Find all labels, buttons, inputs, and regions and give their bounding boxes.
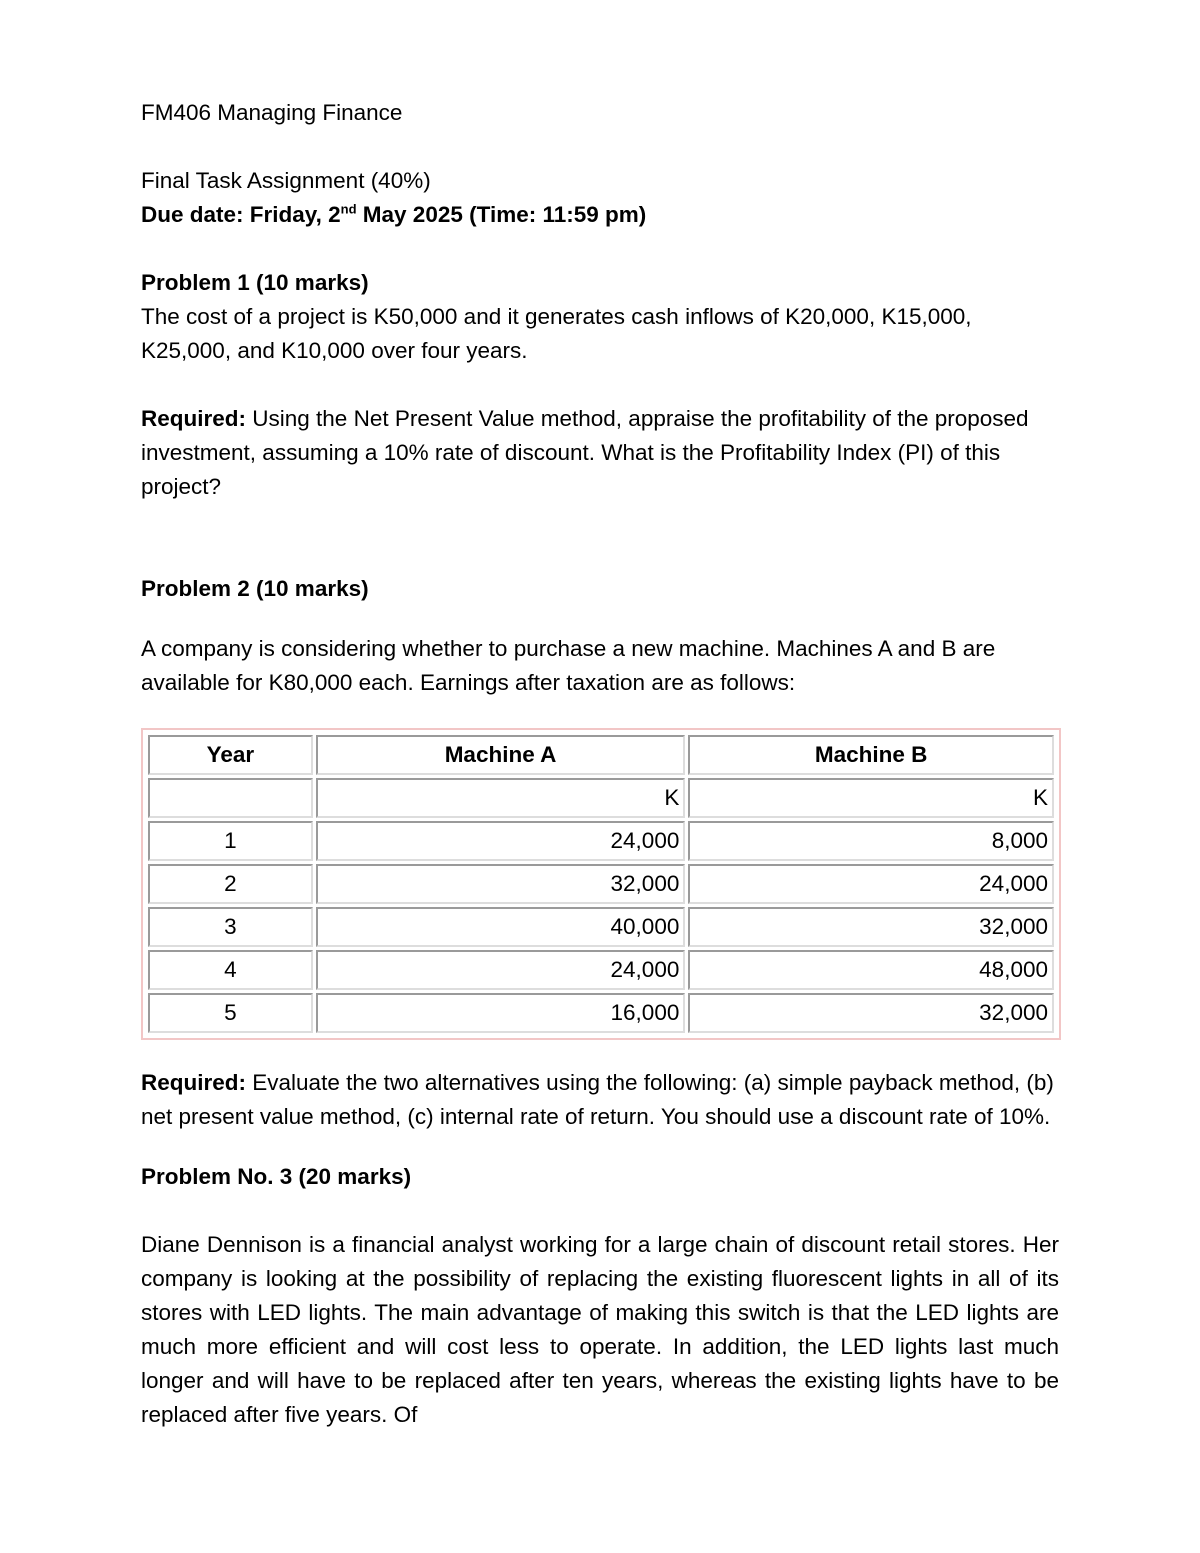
cell-machine-b: 32,000 (688, 907, 1054, 947)
document-page (141, 96, 1059, 1432)
table-units-row (148, 778, 1054, 818)
units-year (148, 778, 313, 818)
problem1-body: The cost of a project is K50,000 and it generates cash inflows of K20,000, K15,000, K25,000, and K10,000 over four years. (141, 304, 972, 363)
cell-machine-b: 32,000 (688, 993, 1054, 1033)
cell-year: 2 (148, 864, 313, 904)
table-row (148, 993, 1054, 1033)
assignment-title: Final Task Assignment (40%) (141, 168, 431, 193)
cell-machine-a: 32,000 (316, 864, 686, 904)
problem2-heading: Problem 2 (10 marks) (141, 576, 369, 601)
problem3-heading: Problem No. 3 (20 marks) (141, 1164, 412, 1189)
table-row (148, 950, 1054, 990)
problem2-required-label: Required: (141, 1070, 247, 1095)
problem2-required (141, 1066, 1059, 1134)
table-row (148, 821, 1054, 861)
units-machine-b: K (688, 778, 1054, 818)
header-machine-a: Machine A (316, 735, 686, 775)
header-year: Year (148, 735, 313, 775)
due-date-ordinal: nd (340, 201, 357, 217)
course-title: FM406 Managing Finance (141, 100, 403, 125)
problem1-required-label: Required: (141, 406, 247, 431)
problem2-body: A company is considering whether to purchase a new machine. Machines A and B are available for K80,000 each. Earnings after taxation are as follows: (141, 636, 996, 695)
table-row (148, 864, 1054, 904)
cell-year: 4 (148, 950, 313, 990)
cell-machine-b: 8,000 (688, 821, 1054, 861)
table-header-row (148, 735, 1054, 775)
cell-machine-a: 24,000 (316, 950, 686, 990)
table-row (148, 907, 1054, 947)
cell-machine-a: 24,000 (316, 821, 686, 861)
due-date (141, 198, 1059, 232)
problem2-required-text: Evaluate the two alternatives using the following: (a) simple payback method, (b) net present value method, (c) internal rate of return. You should use a discount rate of 10%. (141, 1070, 1054, 1129)
units-machine-a: K (316, 778, 686, 818)
cell-machine-a: 16,000 (316, 993, 686, 1033)
problem1-heading: Problem 1 (10 marks) (141, 270, 369, 295)
problem3-body: Diane Dennison is a financial analyst working for a large chain of discount retail stores. Her company is looking at the possibility of replacing the existing fluorescent lights in all of its stores with LED lights. The main advantage of making this switch is that the LED lights are much more efficient and will cost less to operate. In addition, the LED lights last much longer and will have to be replaced after ten years, whereas the existing lights have to be replaced after five years. Of (141, 1232, 1059, 1427)
cell-machine-a: 40,000 (316, 907, 686, 947)
problem1-required (141, 402, 1059, 504)
cell-year: 1 (148, 821, 313, 861)
problem1-required-text: Using the Net Present Value method, appraise the profitability of the proposed investment, assuming a 10% rate of discount. What is the Profitability Index (PI) of this project? (141, 406, 1029, 499)
cell-year: 3 (148, 907, 313, 947)
earnings-table-frame (141, 728, 1061, 1040)
due-date-prefix: Due date: Friday, 2 (141, 202, 341, 227)
cell-year: 5 (148, 993, 313, 1033)
cell-machine-b: 48,000 (688, 950, 1054, 990)
earnings-table (145, 732, 1057, 1036)
due-date-suffix: May 2025 (Time: 11:59 pm) (356, 202, 647, 227)
header-machine-b: Machine B (688, 735, 1054, 775)
cell-machine-b: 24,000 (688, 864, 1054, 904)
